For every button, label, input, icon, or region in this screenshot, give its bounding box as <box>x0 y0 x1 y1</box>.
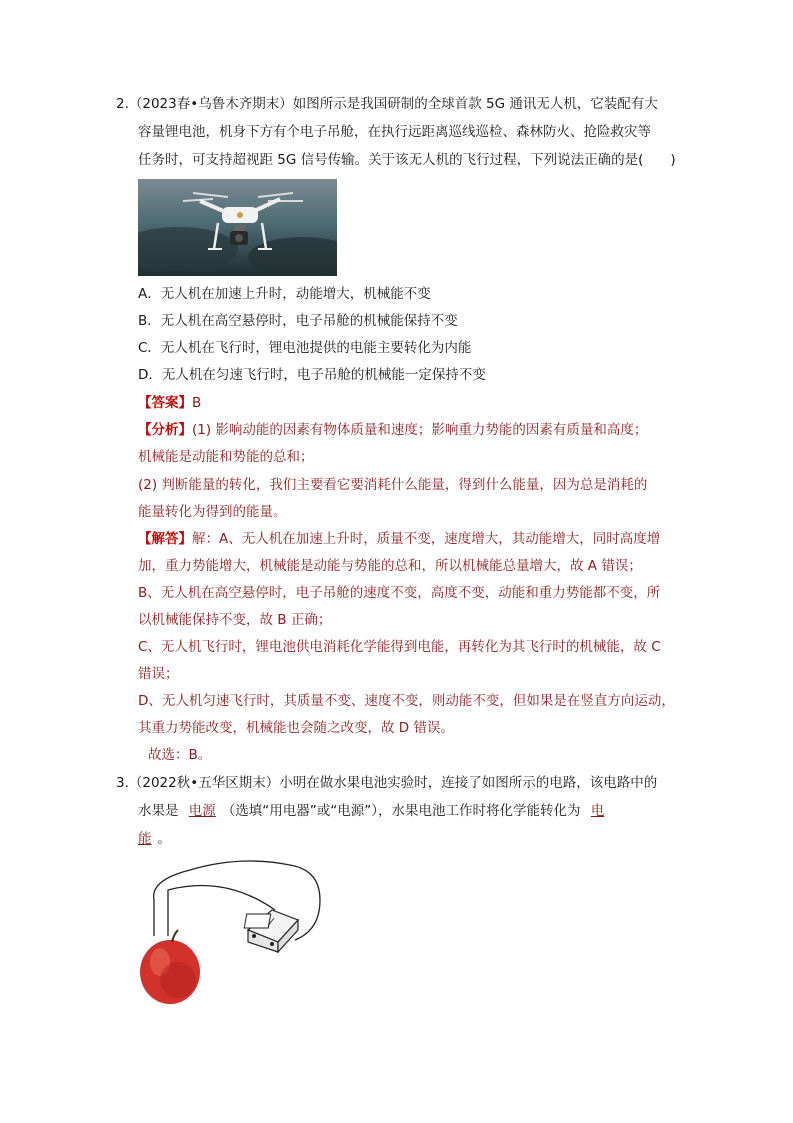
q2-solution-line-6: 错误； <box>138 666 179 682</box>
fruit-battery-circuit-figure <box>130 850 330 1010</box>
q2-solution-line-3: B、无人机在高空悬停时，电子吊舱的速度不变，高度不变，动能和重力势能都不变，所 <box>138 585 661 601</box>
answer-value: B <box>192 395 202 411</box>
q2-stem-line-1: 2.（2023春•乌鲁木齐期末）如图所示是我国研制的全球首款 5G 通讯无人机，它装配有大 <box>116 96 658 112</box>
q3-stem-line-3 <box>138 830 171 848</box>
q2-analysis-line-3: (2) 判断能量的转化，我们主要看它要消耗什么能量，得到什么能量，因为总是消耗的 <box>138 477 648 493</box>
q3-stem-line-1: 3.（2022秋•五华区期末）小明在做水果电池实验时，连接了如图所示的电路，该电路中的 <box>116 775 658 791</box>
q2-solution-line-8: 其重力势能改变，机械能也会随之改变，故 D 错误。 <box>138 720 454 736</box>
q2-stem-line-3: 任务时，可支持超视距 5G 信号传输。关于该无人机的飞行过程，下列说法正确的是( ) <box>138 152 676 168</box>
q2-option-a: A．无人机在加速上升时，动能增大，机械能不变 <box>138 286 431 302</box>
q2-analysis-line-4: 能量转化为得到的能量。 <box>138 504 287 520</box>
q3-blank-1: 电源 <box>188 803 216 819</box>
q2-stem-line-2: 容量锂电池，机身下方有个电子吊舱，在执行远距离巡线巡检、森林防火、抢险救灾等 <box>138 124 651 140</box>
q2-option-c: C．无人机在飞行时，锂电池提供的电能主要转化为内能 <box>138 340 472 356</box>
q3-stem-line-2 <box>138 802 610 820</box>
q3-text-a: 水果是 <box>138 803 183 819</box>
q2-analysis-line-2: 机械能是动能和势能的总和； <box>138 449 314 465</box>
q2-option-d: D．无人机在匀速飞行时，电子吊舱的机械能一定保持不变 <box>138 367 486 383</box>
analysis-tag: 【分析】 <box>138 422 192 438</box>
analysis-text: (1) 影响动能的因素有物体质量和速度；影响重力势能的因素有质量和高度； <box>192 422 648 438</box>
solution-tag: 【解答】 <box>138 531 192 547</box>
q2-answer <box>138 394 201 412</box>
drone-icon <box>138 179 337 276</box>
q3-blank-2b: 能 <box>138 831 152 847</box>
circuit-diagram-icon <box>130 850 330 1010</box>
q2-solution-line-2: 加，重力势能增大，机械能是动能与势能的总和，所以机械能总量增大，故 A 错误； <box>138 558 642 574</box>
q2-solution-line-5: C、无人机飞行时，锂电池供电消耗化学能得到电能，再转化为其飞行时的机械能，故 C <box>138 639 661 655</box>
q2-solution-line-7: D、无人机匀速飞行时，其质量不变、速度不变，则动能不变，但如果是在竖直方向运动， <box>138 693 675 709</box>
galvanometer-icon <box>244 910 298 952</box>
answer-tag: 【答案】 <box>138 395 192 411</box>
q3-text-b: （选填“用电器”或“电源”），水果电池工作时将化学能转化为 <box>221 803 585 819</box>
q2-analysis-line-1 <box>138 421 647 439</box>
solution-text: 解：A、无人机在加速上升时，质量不变，速度增大，其动能增大，同时高度增 <box>192 531 661 547</box>
q3-blank-2a: 电 <box>590 803 605 819</box>
q2-solution-line-1 <box>138 530 660 548</box>
q2-solution-line-9: 故选：B。 <box>148 747 212 763</box>
q2-solution-line-4: 以机械能保持不变，故 B 正确； <box>138 612 332 628</box>
q2-option-b: B．无人机在高空悬停时，电子吊舱的机械能保持不变 <box>138 313 458 329</box>
q3-period: 。 <box>157 831 171 847</box>
apple-icon <box>140 930 200 1004</box>
drone-photo <box>138 179 337 276</box>
